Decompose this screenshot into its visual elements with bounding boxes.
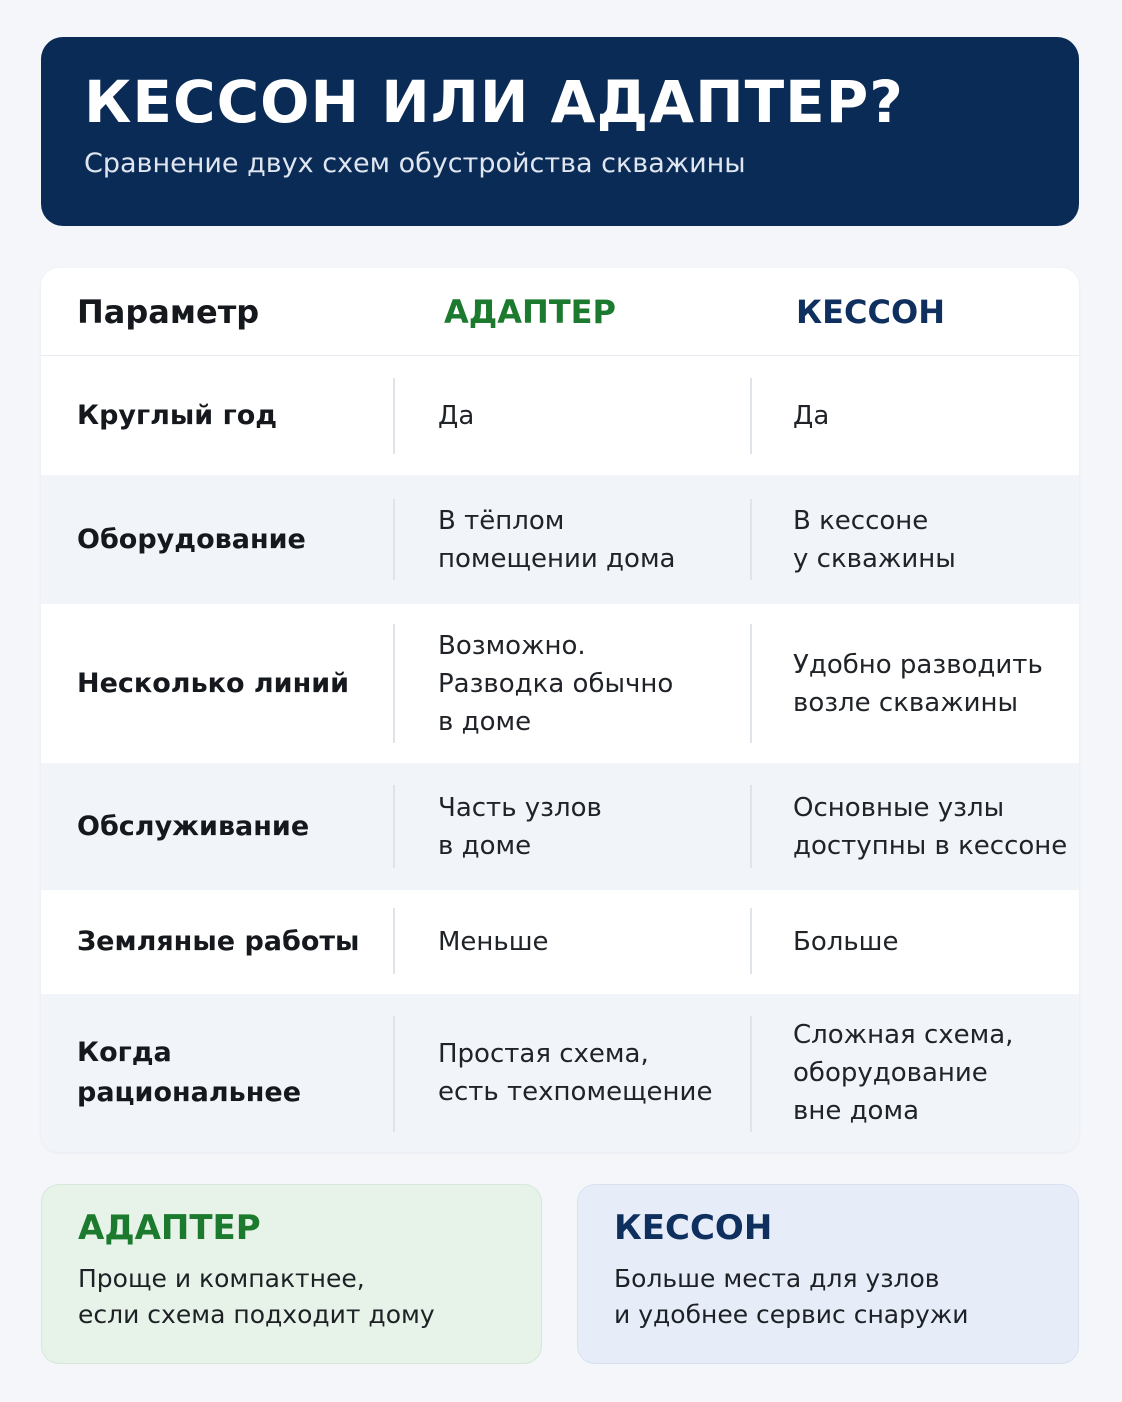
column-divider	[750, 908, 752, 974]
table-row	[41, 994, 1079, 1152]
column-header-kesson: КЕССОН	[796, 292, 945, 331]
kesson-cell	[793, 356, 1079, 475]
kesson-cell	[793, 763, 1079, 890]
comparison-table	[41, 268, 1079, 1152]
summary-text-kesson: Больше места для узлов и удобнее сервис снаружи	[614, 1264, 969, 1329]
param-label: Оборудование	[77, 523, 306, 555]
header-cell-kesson	[796, 268, 1079, 355]
table-row	[41, 890, 1079, 994]
adapter-value: Часть узлов в доме	[438, 792, 602, 861]
param-cell	[77, 994, 407, 1152]
param-label: Земляные работы	[77, 926, 360, 957]
column-divider	[750, 499, 752, 580]
adapter-value: В тёплом помещении дома	[438, 505, 676, 574]
column-divider	[393, 499, 395, 580]
adapter-cell	[438, 890, 758, 994]
column-divider	[393, 785, 395, 868]
adapter-cell	[438, 763, 758, 890]
summary-card-adapter	[41, 1184, 542, 1364]
column-divider	[393, 1016, 395, 1132]
summary-title-kesson: КЕССОН	[614, 1208, 773, 1248]
summary-card-kesson	[577, 1184, 1079, 1364]
param-cell	[77, 356, 407, 475]
column-divider	[393, 624, 395, 743]
adapter-cell	[438, 356, 758, 475]
header-cell-param	[77, 268, 407, 355]
adapter-value: Да	[438, 400, 475, 431]
adapter-value: Простая схема, есть техпомещение	[438, 1039, 713, 1107]
adapter-value: Меньше	[438, 927, 549, 957]
page-title: КЕССОН ИЛИ АДАПТЕР?	[84, 68, 904, 136]
table-row	[41, 604, 1079, 763]
kesson-value: Основные узлы доступны в кессоне	[793, 792, 1068, 861]
table-header-row	[41, 268, 1079, 356]
param-label: Несколько линий	[77, 667, 350, 699]
param-cell	[77, 475, 407, 604]
kesson-value: Да	[793, 400, 830, 431]
adapter-cell	[438, 604, 758, 763]
table-row	[41, 356, 1079, 475]
param-label: Обслуживание	[77, 810, 310, 842]
adapter-cell	[438, 994, 758, 1152]
table-row	[41, 763, 1079, 890]
page-subtitle: Сравнение двух схем обустройства скважины	[84, 148, 746, 179]
column-divider	[750, 1016, 752, 1132]
column-divider	[393, 908, 395, 974]
kesson-cell	[793, 890, 1079, 994]
column-divider	[393, 378, 395, 454]
summary-text-adapter: Проще и компактнее, если схема подходит дому	[78, 1264, 435, 1329]
adapter-value: Возможно. Разводка обычно в доме	[438, 630, 674, 737]
adapter-cell	[438, 475, 758, 604]
param-cell	[77, 890, 407, 994]
param-cell	[77, 763, 407, 890]
kesson-value: В кессоне у скважины	[793, 505, 956, 574]
kesson-value: Сложная схема, оборудование вне дома	[793, 1020, 1014, 1126]
column-header-adapter: АДАПТЕР	[444, 292, 616, 331]
param-label: Круглый год	[77, 399, 278, 431]
kesson-cell	[793, 994, 1079, 1152]
column-divider	[750, 378, 752, 454]
param-cell	[77, 604, 407, 763]
column-divider	[750, 785, 752, 868]
column-header-param: Параметр	[77, 292, 260, 331]
kesson-value: Больше	[793, 927, 899, 957]
kesson-cell	[793, 475, 1079, 604]
kesson-value: Удобно разводить возле скважины	[793, 649, 1043, 718]
param-label: Когда рациональнее	[77, 1037, 302, 1108]
kesson-cell	[793, 604, 1079, 763]
header-cell-adapter	[444, 268, 764, 355]
table-row	[41, 475, 1079, 604]
column-divider	[750, 624, 752, 743]
summary-title-adapter: АДАПТЕР	[78, 1208, 261, 1248]
title-banner	[41, 37, 1079, 226]
